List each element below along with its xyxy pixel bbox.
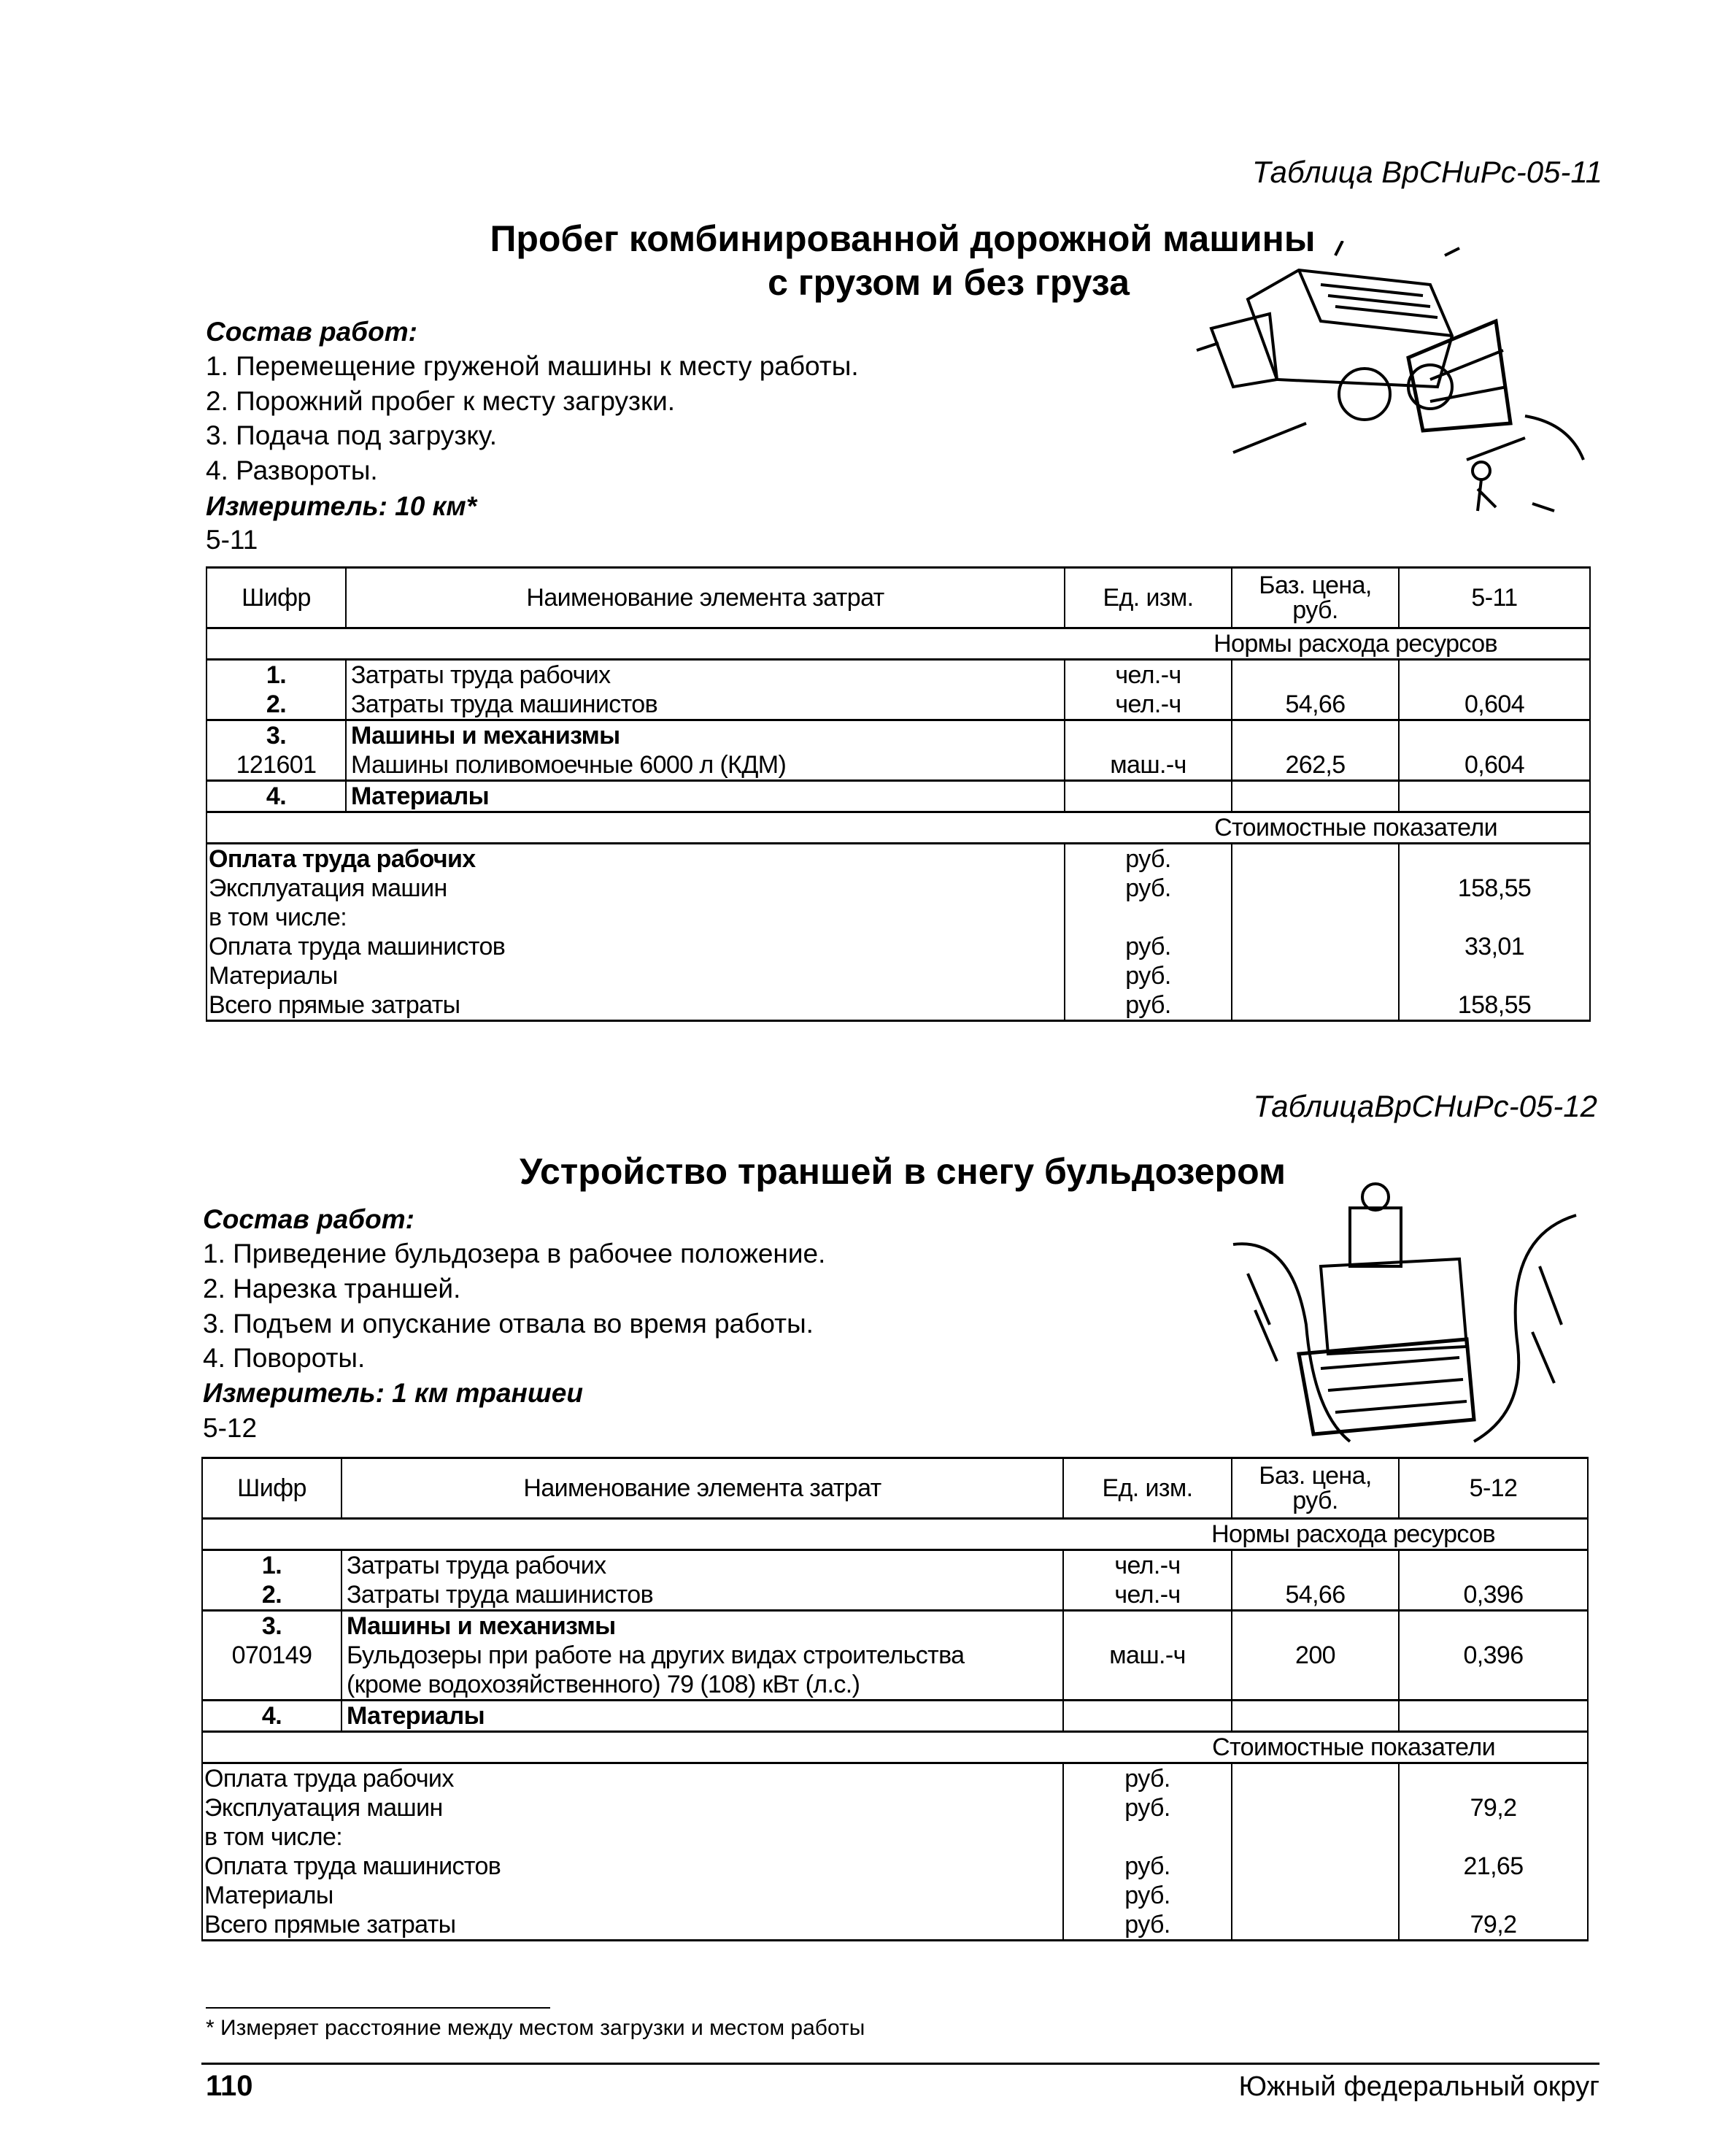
column-header: Ед. изм. [1065, 568, 1232, 628]
cost-row [207, 961, 1590, 990]
row-name-text: Машины и механизмы [351, 722, 620, 750]
cost-section-cell [202, 1732, 1588, 1763]
row-name [341, 1611, 1063, 1641]
norms-section [207, 628, 1590, 660]
cost-price [1232, 1822, 1399, 1852]
row-name-text: Затраты труда машинистов [351, 690, 658, 718]
cost-unit [1065, 903, 1232, 932]
norms-table-5-11 [206, 566, 1591, 1022]
row-code: 2. [202, 1580, 341, 1611]
cost-row [202, 1852, 1588, 1881]
row-name [346, 720, 1065, 751]
row-code: 3. [207, 720, 346, 751]
cost-value [1399, 1822, 1588, 1852]
cost-unit: руб. [1065, 844, 1232, 874]
row-name-text: Машины поливомоечные 6000 л (КДМ) [351, 751, 787, 779]
row-name [346, 781, 1065, 812]
cost-section-label: Стоимостные показатели [1214, 814, 1497, 842]
cost-name: Материалы [207, 961, 1065, 990]
work-heading: Состав работ: [203, 1204, 414, 1234]
norms-table-5-12 [201, 1457, 1589, 1941]
cost-name: Всего прямые затраты [207, 990, 1065, 1021]
cost-row [207, 874, 1590, 903]
cost-name: Оплата труда рабочих [202, 1763, 1063, 1794]
cost-price [1232, 1793, 1399, 1822]
road-machine-illustration [1189, 241, 1598, 518]
row-value [1399, 1611, 1588, 1641]
cost-value [1399, 1763, 1588, 1794]
cost-unit: руб. [1065, 961, 1232, 990]
cost-value [1399, 961, 1590, 990]
section-title-line: с грузом и без груза [768, 262, 1130, 303]
norm-code: 5-11 [206, 525, 258, 555]
row-name [341, 1580, 1063, 1611]
row-name [346, 690, 1065, 720]
row-price [1232, 1701, 1399, 1732]
row-name [341, 1641, 1063, 1701]
row-unit [1063, 1611, 1232, 1641]
row-name-text: Материалы [351, 782, 490, 810]
table-row [202, 1611, 1588, 1641]
work-item: 1. Приведение бульдозера в рабочее положение. [203, 1239, 826, 1268]
cost-unit: руб. [1063, 1881, 1232, 1910]
cost-row [202, 1822, 1588, 1852]
row-price: 54,66 [1232, 690, 1399, 720]
cost-value [1399, 844, 1590, 874]
row-unit [1063, 1701, 1232, 1732]
row-name [341, 1550, 1063, 1581]
row-unit: маш.-ч [1063, 1641, 1232, 1701]
cost-unit: руб. [1065, 990, 1232, 1021]
footnote: * Измеряет расстояние между местом загрузки и местом работы [206, 2016, 865, 2040]
row-price: 200 [1232, 1641, 1399, 1701]
table-reference: ТаблицаВрСНиРс-05-12 [1253, 1089, 1597, 1123]
work-item: 3. Подъем и опускание отвала во время работы. [203, 1309, 814, 1339]
cost-price [1232, 874, 1399, 903]
row-name [346, 750, 1065, 781]
cost-price [1232, 903, 1399, 932]
work-item: 2. Порожний пробег к месту загрузки. [206, 386, 676, 416]
row-name-text: Затраты труда рабочих [347, 1552, 606, 1579]
row-code: 3. [202, 1611, 341, 1641]
cost-price [1232, 961, 1399, 990]
row-price [1232, 720, 1399, 751]
cost-section-label: Стоимостные показатели [1212, 1733, 1495, 1761]
row-code: 121601 [207, 750, 346, 781]
row-value [1399, 720, 1590, 751]
table-row [207, 720, 1590, 751]
norms-section-label: Нормы расхода ресурсов [1211, 1520, 1495, 1548]
table-row [207, 750, 1590, 781]
table-row [202, 1701, 1588, 1732]
cost-row [207, 990, 1590, 1021]
table-reference: Таблица ВрСНиРс-05-11 [1251, 155, 1602, 189]
cost-name: Материалы [202, 1881, 1063, 1910]
cost-value: 21,65 [1399, 1852, 1588, 1881]
row-unit: чел.-ч [1065, 660, 1232, 690]
cost-unit: руб. [1063, 1793, 1232, 1822]
cost-unit: руб. [1063, 1763, 1232, 1794]
row-price: 54,66 [1232, 1580, 1399, 1611]
column-header: 5-12 [1399, 1458, 1588, 1519]
table-row [202, 1641, 1588, 1701]
cost-name: Оплата труда машинистов [202, 1852, 1063, 1881]
cost-unit: руб. [1065, 932, 1232, 961]
row-name-text: Материалы [347, 1702, 485, 1730]
cost-name: Эксплуатация машин [202, 1793, 1063, 1822]
row-price [1232, 1611, 1399, 1641]
work-item: 3. Подача под загрузку. [206, 420, 497, 450]
row-unit: чел.-ч [1063, 1550, 1232, 1581]
row-price [1232, 660, 1399, 690]
row-code: 070149 [202, 1641, 341, 1701]
cost-value: 79,2 [1399, 1793, 1588, 1822]
row-code: 1. [207, 660, 346, 690]
column-header: Наименование элемента затрат [341, 1458, 1063, 1519]
footer-region: Южный федеральный округ [1238, 2071, 1599, 2102]
cost-unit [1063, 1822, 1232, 1852]
row-name-text: Бульдозеры при работе на других видах строительства [347, 1641, 965, 1669]
row-unit: чел.-ч [1063, 1580, 1232, 1611]
bulldozer-illustration [1226, 1179, 1591, 1449]
work-item: 4. Развороты. [206, 455, 378, 485]
cost-name: Всего прямые затраты [202, 1910, 1063, 1941]
row-unit [1065, 781, 1232, 812]
row-code: 4. [207, 781, 346, 812]
row-code: 4. [202, 1701, 341, 1732]
row-name-text: (кроме водохозяйственного) 79 (108) кВт (л.с.) [347, 1671, 860, 1698]
cost-section-cell [207, 812, 1590, 844]
row-value [1399, 1701, 1588, 1732]
cost-row [207, 844, 1590, 874]
cost-row [202, 1910, 1588, 1941]
table-header-row [207, 568, 1590, 628]
table-row [207, 781, 1590, 812]
section-title-line: Пробег комбинированной дорожной машины [490, 218, 1316, 259]
column-header: Наименование элемента затрат [346, 568, 1065, 628]
row-unit: чел.-ч [1065, 690, 1232, 720]
work-heading: Состав работ: [206, 317, 417, 347]
footer-divider [201, 2063, 1599, 2065]
column-header: Шифр [202, 1458, 341, 1519]
cost-value: 79,2 [1399, 1910, 1588, 1941]
work-item: 2. Нарезка траншей. [203, 1274, 461, 1304]
cost-price [1232, 1881, 1399, 1910]
table-row [207, 690, 1590, 720]
row-price [1232, 1550, 1399, 1581]
row-name-text: Затраты труда рабочих [351, 661, 611, 689]
row-value [1399, 1550, 1588, 1581]
cost-name: Эксплуатация машин [207, 874, 1065, 903]
row-value [1399, 781, 1590, 812]
cost-row [207, 903, 1590, 932]
cost-row [202, 1881, 1588, 1910]
cost-row [207, 932, 1590, 961]
row-name-text: Машины и механизмы [347, 1612, 616, 1640]
section-title-line: Устройство траншей в снегу бульдозером [520, 1151, 1286, 1192]
row-value: 0,604 [1399, 690, 1590, 720]
cost-price [1232, 932, 1399, 961]
norms-section [202, 1519, 1588, 1550]
table-header-row [202, 1458, 1588, 1519]
row-name [346, 660, 1065, 690]
row-name-text: Затраты труда машинистов [347, 1581, 654, 1609]
row-code: 1. [202, 1550, 341, 1581]
row-price: 262,5 [1232, 750, 1399, 781]
cost-name: Оплата труда рабочих [207, 844, 1065, 874]
cost-value: 33,01 [1399, 932, 1590, 961]
row-unit: маш.-ч [1065, 750, 1232, 781]
table-row [202, 1580, 1588, 1611]
cost-value: 158,55 [1399, 990, 1590, 1021]
column-header: Шифр [207, 568, 346, 628]
cost-name: в том числе: [202, 1822, 1063, 1852]
cost-unit: руб. [1065, 874, 1232, 903]
norms-section-cell [207, 628, 1590, 660]
cost-row [202, 1793, 1588, 1822]
row-name [341, 1701, 1063, 1732]
row-code: 2. [207, 690, 346, 720]
column-header: Ед. изм. [1063, 1458, 1232, 1519]
norms-section-cell [202, 1519, 1588, 1550]
norms-section-label: Нормы расхода ресурсов [1213, 630, 1497, 658]
work-item: 4. Повороты. [203, 1343, 366, 1373]
cost-row [202, 1763, 1588, 1794]
cost-value [1399, 903, 1590, 932]
cost-unit: руб. [1063, 1852, 1232, 1881]
cost-price [1232, 844, 1399, 874]
cost-value [1399, 1881, 1588, 1910]
row-unit [1065, 720, 1232, 751]
row-value [1399, 660, 1590, 690]
footnote-divider [206, 2007, 550, 2009]
norm-code: 5-12 [203, 1413, 258, 1443]
work-item: 1. Перемещение груженой машины к месту работы. [206, 351, 859, 381]
cost-price [1232, 1763, 1399, 1794]
table-row [207, 660, 1590, 690]
meter: Измеритель: 10 км* [206, 491, 477, 521]
row-value: 0,396 [1399, 1641, 1588, 1701]
column-header: 5-11 [1399, 568, 1590, 628]
cost-section [207, 812, 1590, 844]
column-header: Баз. цена, руб. [1232, 568, 1399, 628]
row-value: 0,396 [1399, 1580, 1588, 1611]
cost-section [202, 1732, 1588, 1763]
cost-price [1232, 990, 1399, 1021]
cost-name: Оплата труда машинистов [207, 932, 1065, 961]
cost-value: 158,55 [1399, 874, 1590, 903]
meter: Измеритель: 1 км траншеи [203, 1378, 583, 1408]
row-price [1232, 781, 1399, 812]
table-row [202, 1550, 1588, 1581]
page-number: 110 [206, 2070, 253, 2102]
cost-price [1232, 1910, 1399, 1941]
cost-name: в том числе: [207, 903, 1065, 932]
column-header: Баз. цена, руб. [1232, 1458, 1399, 1519]
row-value: 0,604 [1399, 750, 1590, 781]
cost-unit: руб. [1063, 1910, 1232, 1941]
cost-price [1232, 1852, 1399, 1881]
